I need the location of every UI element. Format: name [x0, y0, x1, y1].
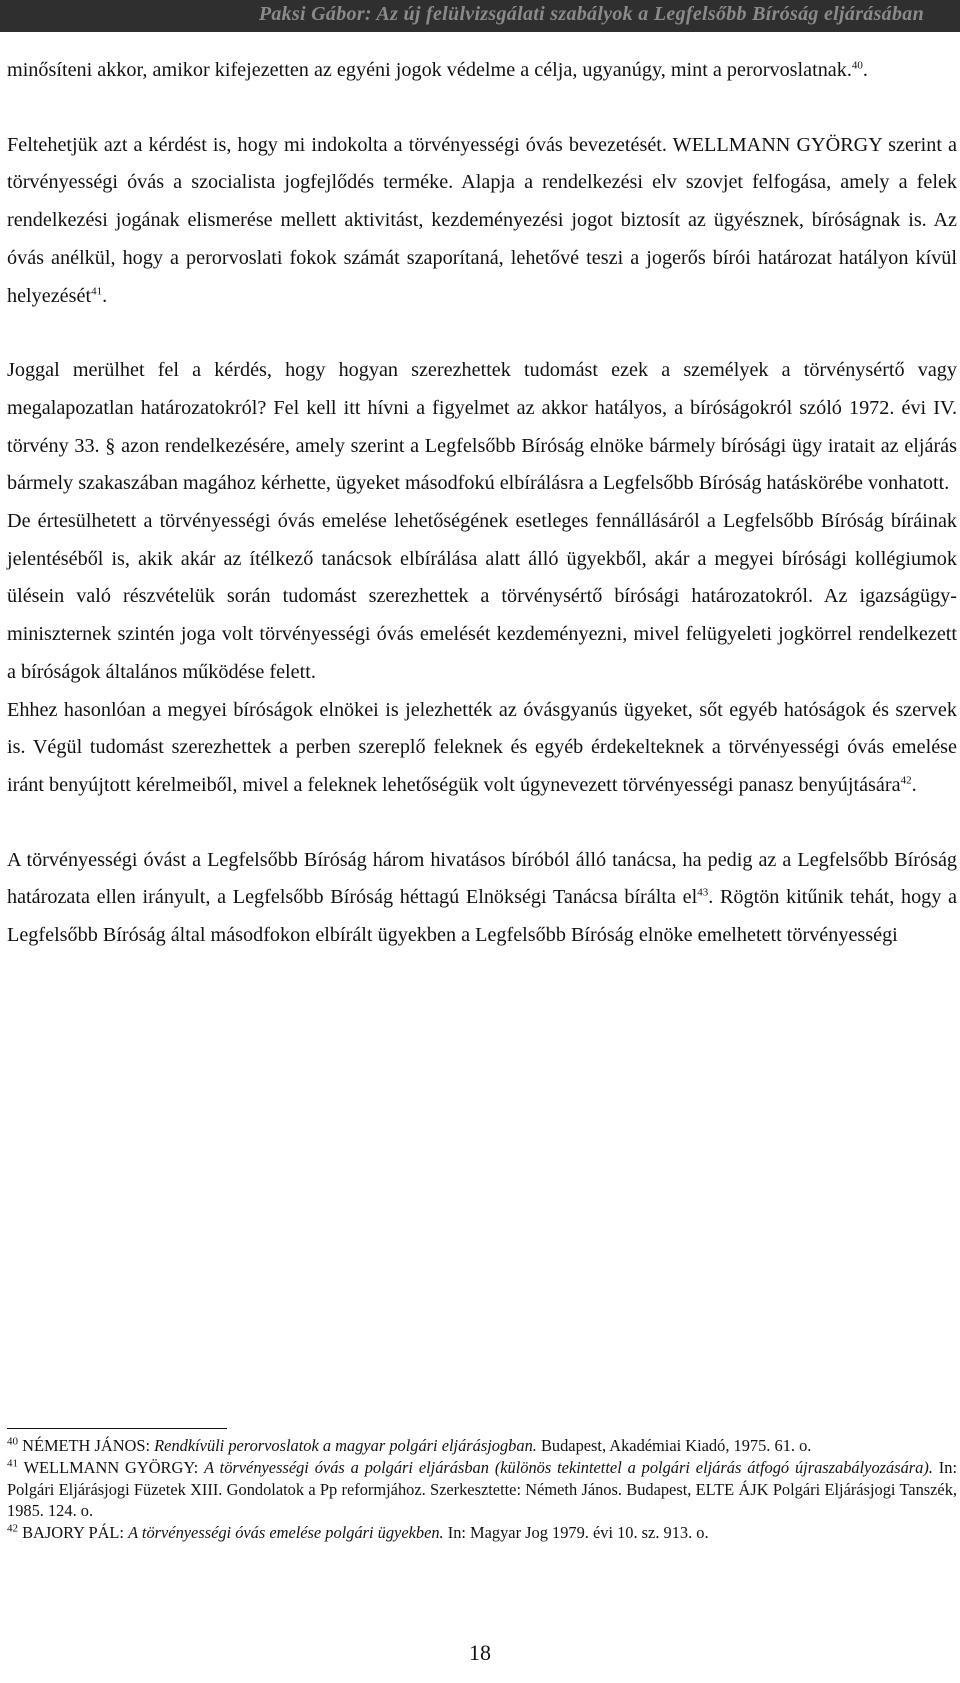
running-header: Paksi Gábor: Az új felülvizsgálati szabályok a Legfelsőbb Bíróság eljárásában	[0, 0, 960, 32]
footnote-rest: In: Polgári Eljárásjogi Füzetek XIII. Gondolatok a Pp reformjához. Szerkesztette: Németh János. Budapest, ELTE ÁJK Polgári Eljárásjogi Tanszék, 1985. 124. o.	[7, 1457, 957, 1521]
footnote-number: 40	[7, 1435, 18, 1448]
footnote-number: 42	[7, 1522, 18, 1535]
footnote-41	[7, 1457, 957, 1522]
paragraph-text: A törvényességi óvást a Legfelsőbb Bíróság három hivatásos bíróból álló tanácsa, ha pedig az a Legfelsőbb Bíróság határozata ellen irányult, a Legfelsőbb Bíróság héttagú Elnökségi Tanácsa bírálta el	[7, 848, 957, 909]
paragraph-gap	[7, 805, 957, 842]
paragraph-end: .	[102, 284, 108, 307]
body-text	[7, 52, 957, 955]
paragraph	[7, 842, 957, 955]
footnotes	[7, 1435, 957, 1544]
paragraph-end: .	[911, 773, 917, 796]
paragraph-end: .	[862, 59, 868, 81]
footnote-ref-40[interactable]: 40	[851, 59, 863, 72]
footnote-42	[7, 1522, 957, 1544]
footnote-author: WELLMANN GYÖRGY:	[23, 1457, 205, 1477]
footnote-rest: In: Magyar Jog 1979. évi 10. sz. 913. o.	[443, 1523, 709, 1543]
footnote-title: Rendkívüli perorvoslatok a magyar polgári eljárásjogban.	[154, 1436, 537, 1455]
footnote-ref-42[interactable]: 42	[900, 774, 912, 787]
paragraph: Joggal merülhet fel a kérdés, hogy hogyan szerezhettek tudomást ezek a személyek a törvénysértő vagy megalapozatlan határozatokról? Fel kell itt hívni a figyelmet az akkor hatályos, a bíróságokról szóló 1972. évi IV. törvény 33. § azon rendelkezésére, amely szerint a Legfelsőbb Bíróság elnöke bármely bírósági ügy iratait az eljárás bármely szakaszában magához kérhette, ügyeket másodfokú elbírálásra a Legfelsőbb Bíróság hatáskörébe vonhatott.	[7, 359, 957, 495]
footnote-author: BAJORY PÁL:	[22, 1523, 129, 1543]
footnote-title: A törvényességi óvás emelése polgári ügyekben.	[128, 1523, 444, 1543]
footnote-number: 41	[7, 1457, 18, 1470]
footnote-title: A törvényességi óvás a polgári eljárásban (különös tekintettel a polgári eljárás átfogó újraszabályozására).	[204, 1457, 933, 1477]
paragraph: De értesülhetett a törvényességi óvás emelése lehetőségének esetleges fennállásáról a Legfelsőbb Bíróság bíráinak jelentéséből is, akik akár az ítélkező tanácsok elbírálása alatt álló ügyekből, akár a megyei bírósági kollégiumok ülésein való részvételük során tudomást szerezhettek a törvénysértő bírósági határozatokról. Az igazságügy-miniszternek szintén joga volt törvényességi óvás emelését kezdeményezni, mivel felügyeleti jogkörrel rendelkezett a bíróságok általános működése felett.	[7, 510, 957, 683]
page-number: 18	[469, 1640, 491, 1665]
footnote-separator	[7, 1428, 227, 1429]
footnote-40	[7, 1435, 957, 1457]
footnote-ref-43[interactable]: 43	[697, 886, 709, 899]
paragraph	[7, 52, 957, 90]
paragraph-text: Feltehetjük azt a kérdést is, hogy mi indokolta a törvényességi óvás bevezetését. WELLMANN GYÖRGY szerint a törvényességi óvás a szocialista jogfejlődés terméke. Alapja a rendelkezési elv szovjet felfogása, amely a felek rendelkezési jogának elismerése mellett aktivitást, kezdeményezési jogot biztosít az ügyésznek, bíróságnak is. Az óvás anélkül, hogy a perorvoslati fokok számát szaporítaná, lehetővé teszi a jogerős bírói határozat hatályon kívül helyezését	[7, 133, 957, 307]
footnote-ref-41[interactable]: 41	[91, 284, 103, 297]
paragraph-gap	[7, 90, 957, 127]
paragraph-text: Ehhez hasonlóan a megyei bíróságok elnökei is jelezhették az óvásgyanús ügyeket, sőt egyéb hatóságok és szervek is. Végül tudomást szerezhettek a perben szereplő feleknek és egyéb érdekelteknek a törvényességi óvás emelése iránt benyújtott kérelmeiből, mivel a feleknek lehetőségük volt úgynevezett törvényességi panasz benyújtására	[7, 698, 957, 796]
paragraph	[7, 127, 957, 316]
paragraph-gap	[7, 315, 957, 352]
footnote-rest: Budapest, Akadémiai Kiadó, 1975. 61. o.	[536, 1436, 812, 1455]
paragraph-text: minősíteni akkor, amikor kifejezetten az egyéni jogok védelme a célja, ugyanúgy, mint a perorvoslatnak.	[7, 59, 852, 81]
paragraph	[7, 692, 957, 805]
paragraph-text: . Rögtön kitűnik tehát, hogy a Legfelsőbb Bíróság által másodfokon elbírált ügyekben a Legfelsőbb Bíróság elnöke emelhetett törvényességi	[7, 886, 958, 947]
footnote-author: NÉMETH JÁNOS:	[22, 1436, 155, 1455]
